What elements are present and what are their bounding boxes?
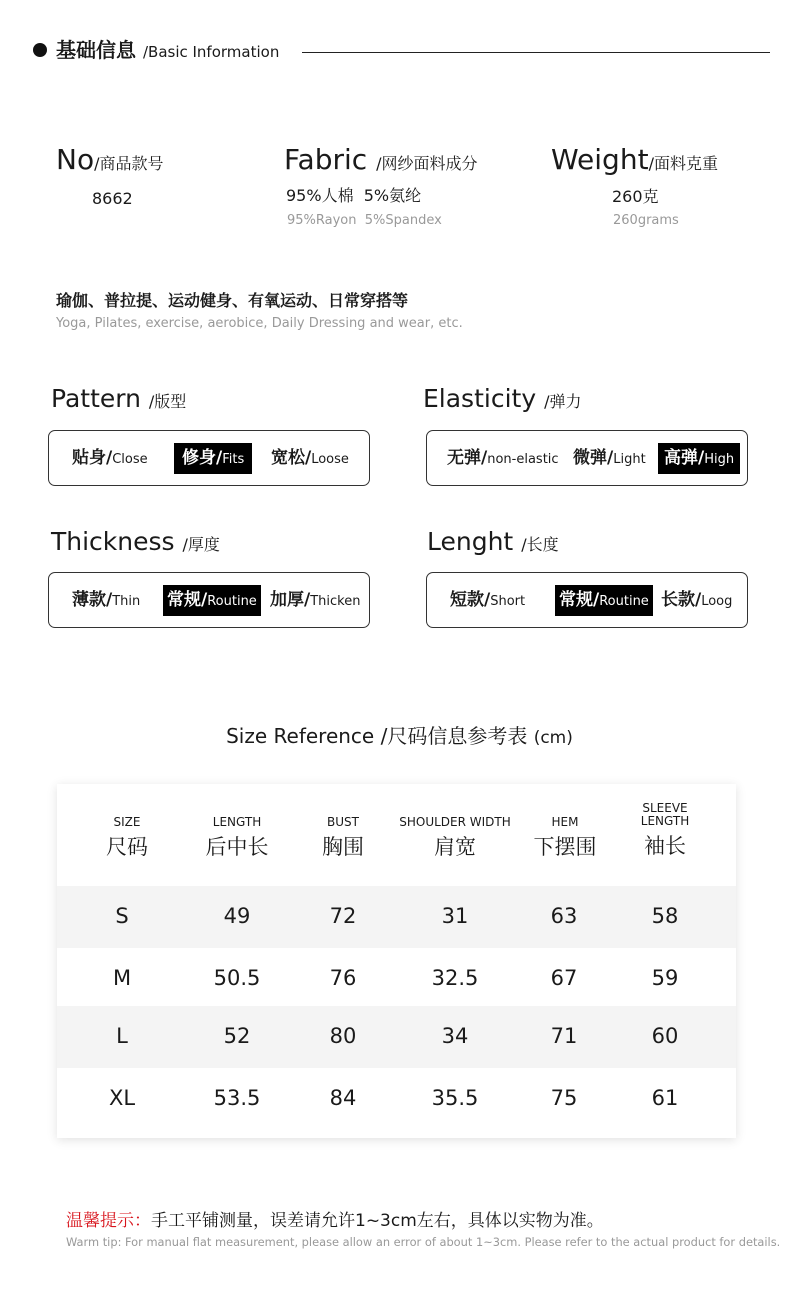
table-cell: 63 — [550, 904, 578, 928]
length-options — [426, 572, 748, 628]
header-shoulder-width: SHOULDER WIDTH 肩宽 — [399, 815, 511, 859]
option-thicken[interactable]: 加厚/Thicken — [270, 590, 361, 610]
header-length: LENGTH 后中长 — [205, 815, 269, 859]
table-cell: 31 — [441, 904, 469, 928]
weight-label: Weight/面料克重 — [551, 143, 718, 176]
table-row — [57, 1006, 736, 1068]
option-loose[interactable]: 宽松/Loose — [271, 448, 349, 468]
table-row — [57, 886, 736, 948]
option-close[interactable]: 贴身/Close — [72, 448, 148, 468]
header-hem: HEM 下摆围 — [533, 815, 597, 859]
bullet-dot-icon — [33, 43, 47, 57]
table-cell: 52 — [223, 1024, 251, 1048]
pattern-title: Pattern /版型 — [51, 384, 187, 413]
table-cell: M — [112, 966, 132, 990]
fabric-sub: 95%Rayon 5%Spandex — [287, 213, 442, 228]
thickness-title: Thickness /厚度 — [51, 527, 220, 556]
warm-tip-label: 温馨提示： — [66, 1211, 151, 1231]
header-sleeve-length: SLEEVE LENGTH 袖长 — [640, 801, 690, 858]
weight-sub: 260grams — [613, 213, 679, 228]
header-size: SIZE 尺码 — [106, 815, 148, 859]
table-cell: 71 — [550, 1024, 578, 1048]
option-short[interactable]: 短款/Short — [450, 590, 526, 610]
option-non-elastic[interactable]: 无弹/non-elastic — [447, 448, 559, 468]
table-cell: 59 — [651, 966, 679, 990]
table-cell: 67 — [550, 966, 578, 990]
table-cell: 58 — [651, 904, 679, 928]
thickness-options — [48, 572, 370, 628]
table-cell: 32.5 — [431, 966, 479, 990]
usage-cn: 瑜伽、普拉提、运动健身、有氧运动、日常穿搭等 — [56, 291, 409, 310]
option-routine[interactable]: 常规/Routine — [163, 585, 261, 616]
elasticity-title: Elasticity /弹力 — [423, 384, 582, 413]
pattern-options — [48, 430, 370, 486]
table-cell: 84 — [329, 1086, 357, 1110]
fabric-label: Fabric /网纱面料成分 — [284, 143, 478, 176]
option-loog[interactable]: 长款/Loog — [661, 590, 733, 610]
size-reference-title: Size Reference /尺码信息参考表 (cm) — [226, 724, 573, 748]
no-label: No/商品款号 — [56, 143, 164, 176]
divider — [302, 52, 770, 53]
option-light[interactable]: 微弹/Light — [573, 448, 646, 468]
section-title: 基础信息 /Basic Information — [56, 38, 280, 62]
table-row — [57, 948, 736, 1006]
table-cell: XL — [108, 1086, 136, 1110]
table-cell: 50.5 — [213, 966, 261, 990]
length-title: Lenght /长度 — [427, 527, 559, 556]
table-cell: 75 — [550, 1086, 578, 1110]
table-cell: 49 — [223, 904, 251, 928]
table-cell: 61 — [651, 1086, 679, 1110]
option-fits[interactable]: 修身/Fits — [174, 443, 252, 474]
table-cell: 35.5 — [431, 1086, 479, 1110]
elasticity-options — [426, 430, 748, 486]
weight-value: 260克 — [612, 187, 659, 206]
header-bust: BUST 胸围 — [322, 815, 364, 859]
option-high[interactable]: 高弹/High — [658, 443, 740, 474]
table-cell: 34 — [441, 1024, 469, 1048]
table-cell: 76 — [329, 966, 357, 990]
fabric-value: 95%人棉 5%氨纶 — [286, 186, 422, 205]
size-table — [57, 784, 736, 1138]
table-cell: S — [115, 904, 129, 928]
table-cell: 80 — [329, 1024, 357, 1048]
warm-tip: 温馨提示：手工平铺测量，误差请允许1~3cm左右，具体以实物为准。 — [66, 1211, 604, 1231]
table-cell: 60 — [651, 1024, 679, 1048]
no-value: 8662 — [92, 189, 133, 208]
warm-tip-en: Warm tip: For manual flat measurement, please allow an error of about 1~3cm. Please refer to the actual product for details. — [66, 1235, 781, 1249]
table-cell: 53.5 — [213, 1086, 261, 1110]
usage-en: Yoga, Pilates, exercise, aerobice, Daily Dressing and wear, etc. — [56, 316, 463, 331]
table-cell: L — [116, 1024, 128, 1048]
table-row — [57, 1068, 736, 1128]
option-thin[interactable]: 薄款/Thin — [72, 590, 141, 610]
option-routine[interactable]: 常规/Routine — [555, 585, 653, 616]
table-cell: 72 — [329, 904, 357, 928]
